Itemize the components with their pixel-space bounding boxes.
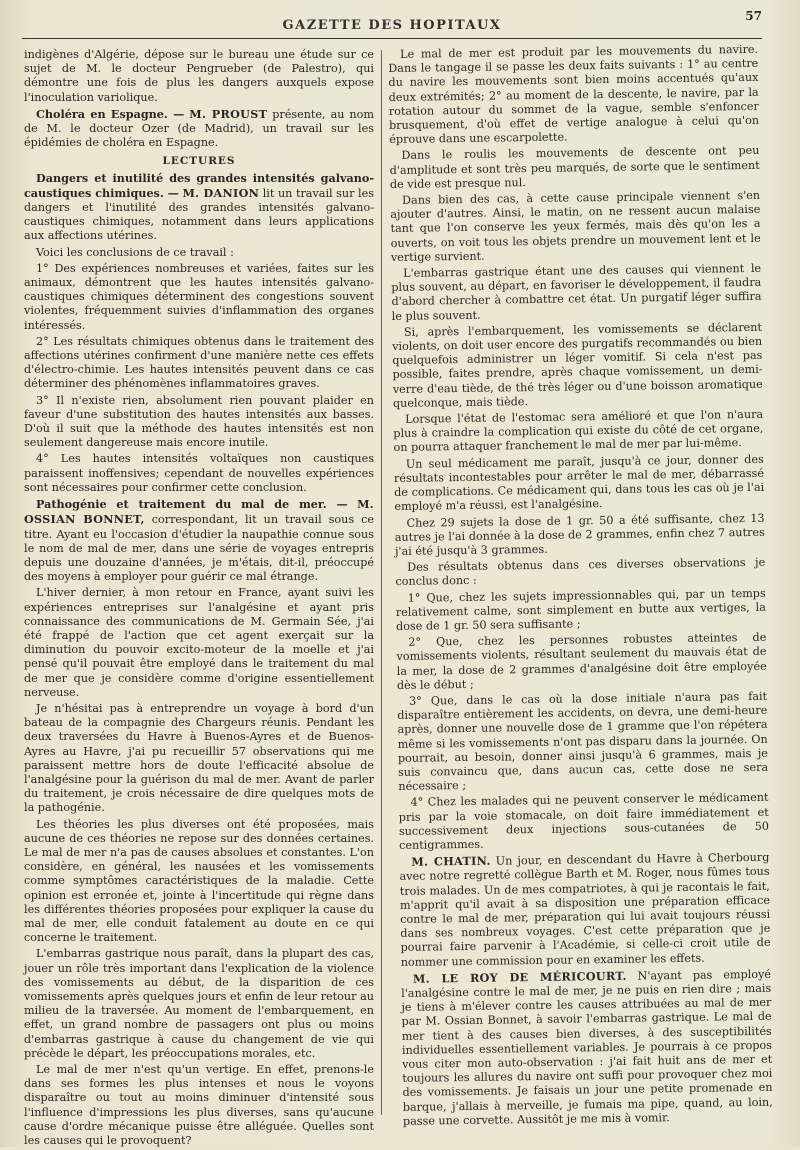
author-proust: M. PROUST [189, 106, 268, 121]
text-chatin: Un jour, en descendant du Havre à Cherbourg avec notre regretté collègue Barth et M. Roger, nous fûmes tous trois malades. Un de mes compatriotes, à qui je racontais le fait, m'apprit qu'il avait à sa disposition une préparation efficace contre le mal de mer, préparation qui lui avait toujours réussi dans ses nombreux voyages. C'est cette préparation que je pourrai faire parvenir à l'Académie, si celle-ci croit utile de nommer une commission pour en examiner les effets. [399, 850, 771, 969]
author-chatin: M. CHATIN. [411, 853, 491, 869]
result-4: 4° Chez les malades qui ne peuvent conserver le médicament pris par la voie stomacale, on doit faire immédiatement et successivement deux injections sous-cutanées de 50 centigrammes. [398, 791, 769, 852]
conclusion-4: 4° Les hautes intensités voltaïques non caustiques paraissent inoffensives; cependant de nouvelles expériences sont nécessaires pour confirmer cette conclusion. [24, 452, 374, 494]
result-2: 2° Que, chez les personnes robustes atteintes de vomissements violents, résultant seulement du mauvais état de la mer, la dose de 2 grammes d'analgésine doit être employée dès le début ; [396, 630, 767, 692]
paragraph-le-roy [401, 967, 773, 1129]
text-pathogenie: correspondant, lit un travail sous ce titre. Ayant eu l'occasion d'étudier la naupathie connue sous le nom de mal de mer, dans une série de voyages entrepris depuis une douzaine d'années, je m'étais, dit-il, préoccupé des moyens à employer pour guérir ce mal étrange. [24, 513, 374, 584]
paragraph-pathogenie [24, 497, 374, 584]
heading-dangers: Dangers et inutilité des grandes intensités galvano-caustiques chimiques. — [24, 170, 374, 200]
paragraph-chatin [399, 850, 771, 970]
text-dangers: lit un travail sur les dangers et l'inutilité des grandes intensités galvano-caustiques chimiques, notamment dans leurs applications aux affections utérines. [24, 186, 374, 243]
paragraph-roulis: Dans le roulis les mouvements de descente ont peu d'amplitude et sont très peu marqués, de sorte que le sentiment de vide est presque nul. [389, 144, 760, 191]
paragraph-resultats: Des résultats obtenus dans ces diverses observations je conclus donc : [395, 555, 766, 589]
section-heading-lectures: LECTURES [162, 155, 236, 168]
paragraph-dangers [24, 171, 374, 244]
paragraph-estomac: Lorsque l'état de l'estomac sera amélioré et que l'on n'aura plus à craindre la complication qui existe du côté de cet organe, on pourra attaquer franchement le mal de mer par lui-même. [393, 407, 764, 455]
paragraph-conclusions-intro: Voici les conclusions de ce travail : [36, 245, 234, 259]
paragraph-embarras: L'embarras gastrique nous paraît, dans la plupart des cas, jouer un rôle très important dans l'explication de la violence des vomissements au début, de la disparition de ces vomissements après quelques jours et enfin de leur retour au milieu de la traversée. Au moment de l'embarquement, en effet, un grand nombre de passagers ont plus ou moins d'embarras gastrique à cause du changement de vie qui précède le départ, les préoccupations morales, etc. [24, 947, 374, 1060]
conclusion-2: 2° Les résultats chimiques obtenus dans le traitement des affections utérines confirment d'une manière nette ces effets d'électro-chimie. Les hautes intensités peuvent dans ce cas déterminer des phénomènes inflammatoires graves. [24, 334, 374, 391]
paragraph-hiver: L'hiver dernier, à mon retour en France, ayant suivi les expériences entreprises sur l'analgésine et ayant pris connaissance des communications de M. Germain Sée, j'ai été frappé de l'action que cet agent exerçait sur la diminution du pouvoir excito-moteur de la moelle et j'ai pensé qu'il pouvait être employé dans le traitement du mal de mer que je considère comme d'origine essentiellement nerveuse. [24, 586, 374, 699]
header-rule [22, 38, 762, 39]
journal-title: GAZETTE DES HOPITAUX [282, 18, 502, 33]
paragraph-doses: Chez 29 sujets la dose de 1 gr. 50 a été suffisante, chez 13 autres je l'ai donnée à la dose de 2 grammes, enfin chez 7 autres j'ai été jusqu'à 3 grammes. [394, 511, 765, 558]
right-column [388, 43, 773, 1131]
text-cholera: présente, au nom de M. le docteur Ozer (de Madrid), un travail sur les épidémies de choléra en Espagne. [24, 107, 374, 150]
author-danion: M. DANION [182, 185, 260, 200]
paragraph-algerie: indigènes d'Algérie, dépose sur le bureau une étude sur ce sujet de M. le docteur Pengrueber (de Palestro), qui démontre une fois de plus les dangers auxquels expose l'inoculation variolique. [24, 48, 374, 104]
conclusion-3: 3° Il n'existe rien, absolument rien pouvant plaider en faveur d'une substitution des hautes intensités aux basses. D'où il suit que la méthode des hautes intensités est non seulement dangereuse mais encore inutile. [24, 393, 374, 450]
result-1: 1° Que, chez les sujets impressionnables qui, par un temps relativement calme, sont simplement en butte aux vertiges, la dose de 1 gr. 50 sera suffisante ; [395, 586, 766, 633]
heading-pathogenie: Pathogénie et traitement du mal de mer. — [36, 497, 348, 512]
page-header [22, 9, 762, 36]
conclusion-1: 1° Des expériences nombreuses et variées, faites sur les animaux, démontrent que les hautes intensités galvano-caustiques chimiques déterminent des congestions souvent violentes, fréquemment suivies d'inflammation des organes intéressés. [24, 261, 374, 332]
left-column [24, 48, 374, 1150]
paragraph-theories: Les théories les plus diverses ont été proposées, mais aucune de ces théories ne repose sur des données certaines. Le mal de mer n'a pas de causes absolues et constantes. L'on considère, en général, les nausées et les vomissements comme symptômes caractéristiques de la maladie. Cette opinion est erronée et, jointe à l'incertitude qui règne dans les différentes théories proposées pour expliquer la cause du mal de mer, elle conduit fatalement au doute en ce qui concerne le traitement. [24, 817, 374, 945]
paragraph-embarras-gastrique: L'embarras gastrique étant une des causes qui viennent le plus souvent, au départ, en favoriser le développement, il faudra d'abord chercher à combattre cet état. Un purgatif léger suffira le plus souvent. [391, 261, 762, 323]
paragraph-mouvements: Le mal de mer est produit par les mouvements du navire. Dans le tangage il se passe les deux faits suivants : 1° au centre du navire les mouvements sont bien moins accentués qu'aux deux extrémités; 2° au moment de la descente, le navire, par la rotation autour du sommet de la vague, semble s'enfoncer brusquement, d'où effet de vertige analogue à celui qu'on éprouve dans une escarpolette. [388, 42, 760, 147]
page-number: 57 [745, 9, 762, 23]
text-le-roy: N'ayant pas employé l'analgésine contre le mal de mer, je ne puis en rien dire ; mais je tiens à m'élever contre les causes attribuées au mal de mer par M. Ossian Bonnet, à savoir l'embarras gastrique. Le mal de mer tient à des causes bien diverses, à des susceptibilités individuelles essentiellement variables. Je pourrais à ce propos vous citer mon auto-observation : j'ai fait huit ans de mer et toujours les allures du navire ont suffi pour provoquer chez moi des vomissements. Je faisais un jour une petite promenade en barque, j'allais à merveille, je fumais ma pipe, quand, au loin, passe une corvette. Aussitôt je me mis à vomir. [401, 967, 773, 1128]
author-ossian-bonnet: M. OSSIAN BONNET, [24, 497, 375, 527]
paragraph-voyage: Je n'hésitai pas à entreprendre un voyage à bord d'un bateau de la compagnie des Chargeurs réunis. Pendant les deux traversées du Havre à Buenos-Ayres et de Buenos-Ayres au Havre, j'ai pu recueillir 57 observations qui me paraissent mettre hors de doute l'efficacité absolue de l'analgésine pour la guérison du mal de mer. Avant de parler du traitement, je crois nécessaire de dire quelques mots de la pathogénie. [24, 701, 374, 815]
paragraph-autres-causes: Dans bien des cas, à cette cause principale viennent s'en ajouter d'autres. Ainsi, le matin, on ne ressent aucun malaise tant que l'on conserve les yeux fermés, mais dès qu'on les a ouverts, on voit tous les objets prendre un mouvement lent et le vertige survient. [390, 188, 761, 264]
column-divider [381, 50, 382, 1115]
result-3: 3° Que, dans le cas où la dose initiale n'aura pas fait disparaître entièrement les accidents, on devra, une demi-heure après, donner une nouvelle dose de 1 gramme que l'on répétera même si les vomissements n'ont pas disparu dans la journée. On pourrait, au besoin, donner ainsi jusqu'à 6 grammes, mais je suis convaincu que, dans aucun cas, cette dose ne sera nécessaire ; [397, 689, 769, 794]
paragraph-medicament: Un seul médicament me paraît, jusqu'à ce jour, donner des résultats incontestables pour arrêter le mal de mer, débarrassé de complications. Ce médicament qui, dans tous les cas où je l'ai employé m'a réussi, est l'analgésine. [393, 452, 765, 514]
paragraph-cholera [24, 107, 374, 151]
paragraph-vomissements: Si, après l'embarquement, les vomissements se déclarent violents, on doit user encore des purgatifs recommandés ou bien quelquefois administrer un léger vomitif. Si cela n'est pas possible, faites prendre, après chaque vomissement, un demi-verre d'eau tiède, de thé très léger ou d'une boisson aromatique quelconque, mais tiède. [392, 320, 763, 410]
author-le-roy-de-mericourt: M. LE ROY DE MÉRICOURT. [412, 968, 627, 986]
paragraph-vertige: Le mal de mer n'est qu'un vertige. En effet, prenons-le dans ses formes les plus intenses et nous le voyons disparaître ou tout au moins diminuer d'intensité sous l'influence d'impressions les plus diverses, sans qu'aucune cause d'ordre mécanique puisse être alléguée. Quelles sont les causes qui le provoquent? [24, 1063, 374, 1148]
heading-cholera: Choléra en Espagne. — [36, 106, 185, 121]
